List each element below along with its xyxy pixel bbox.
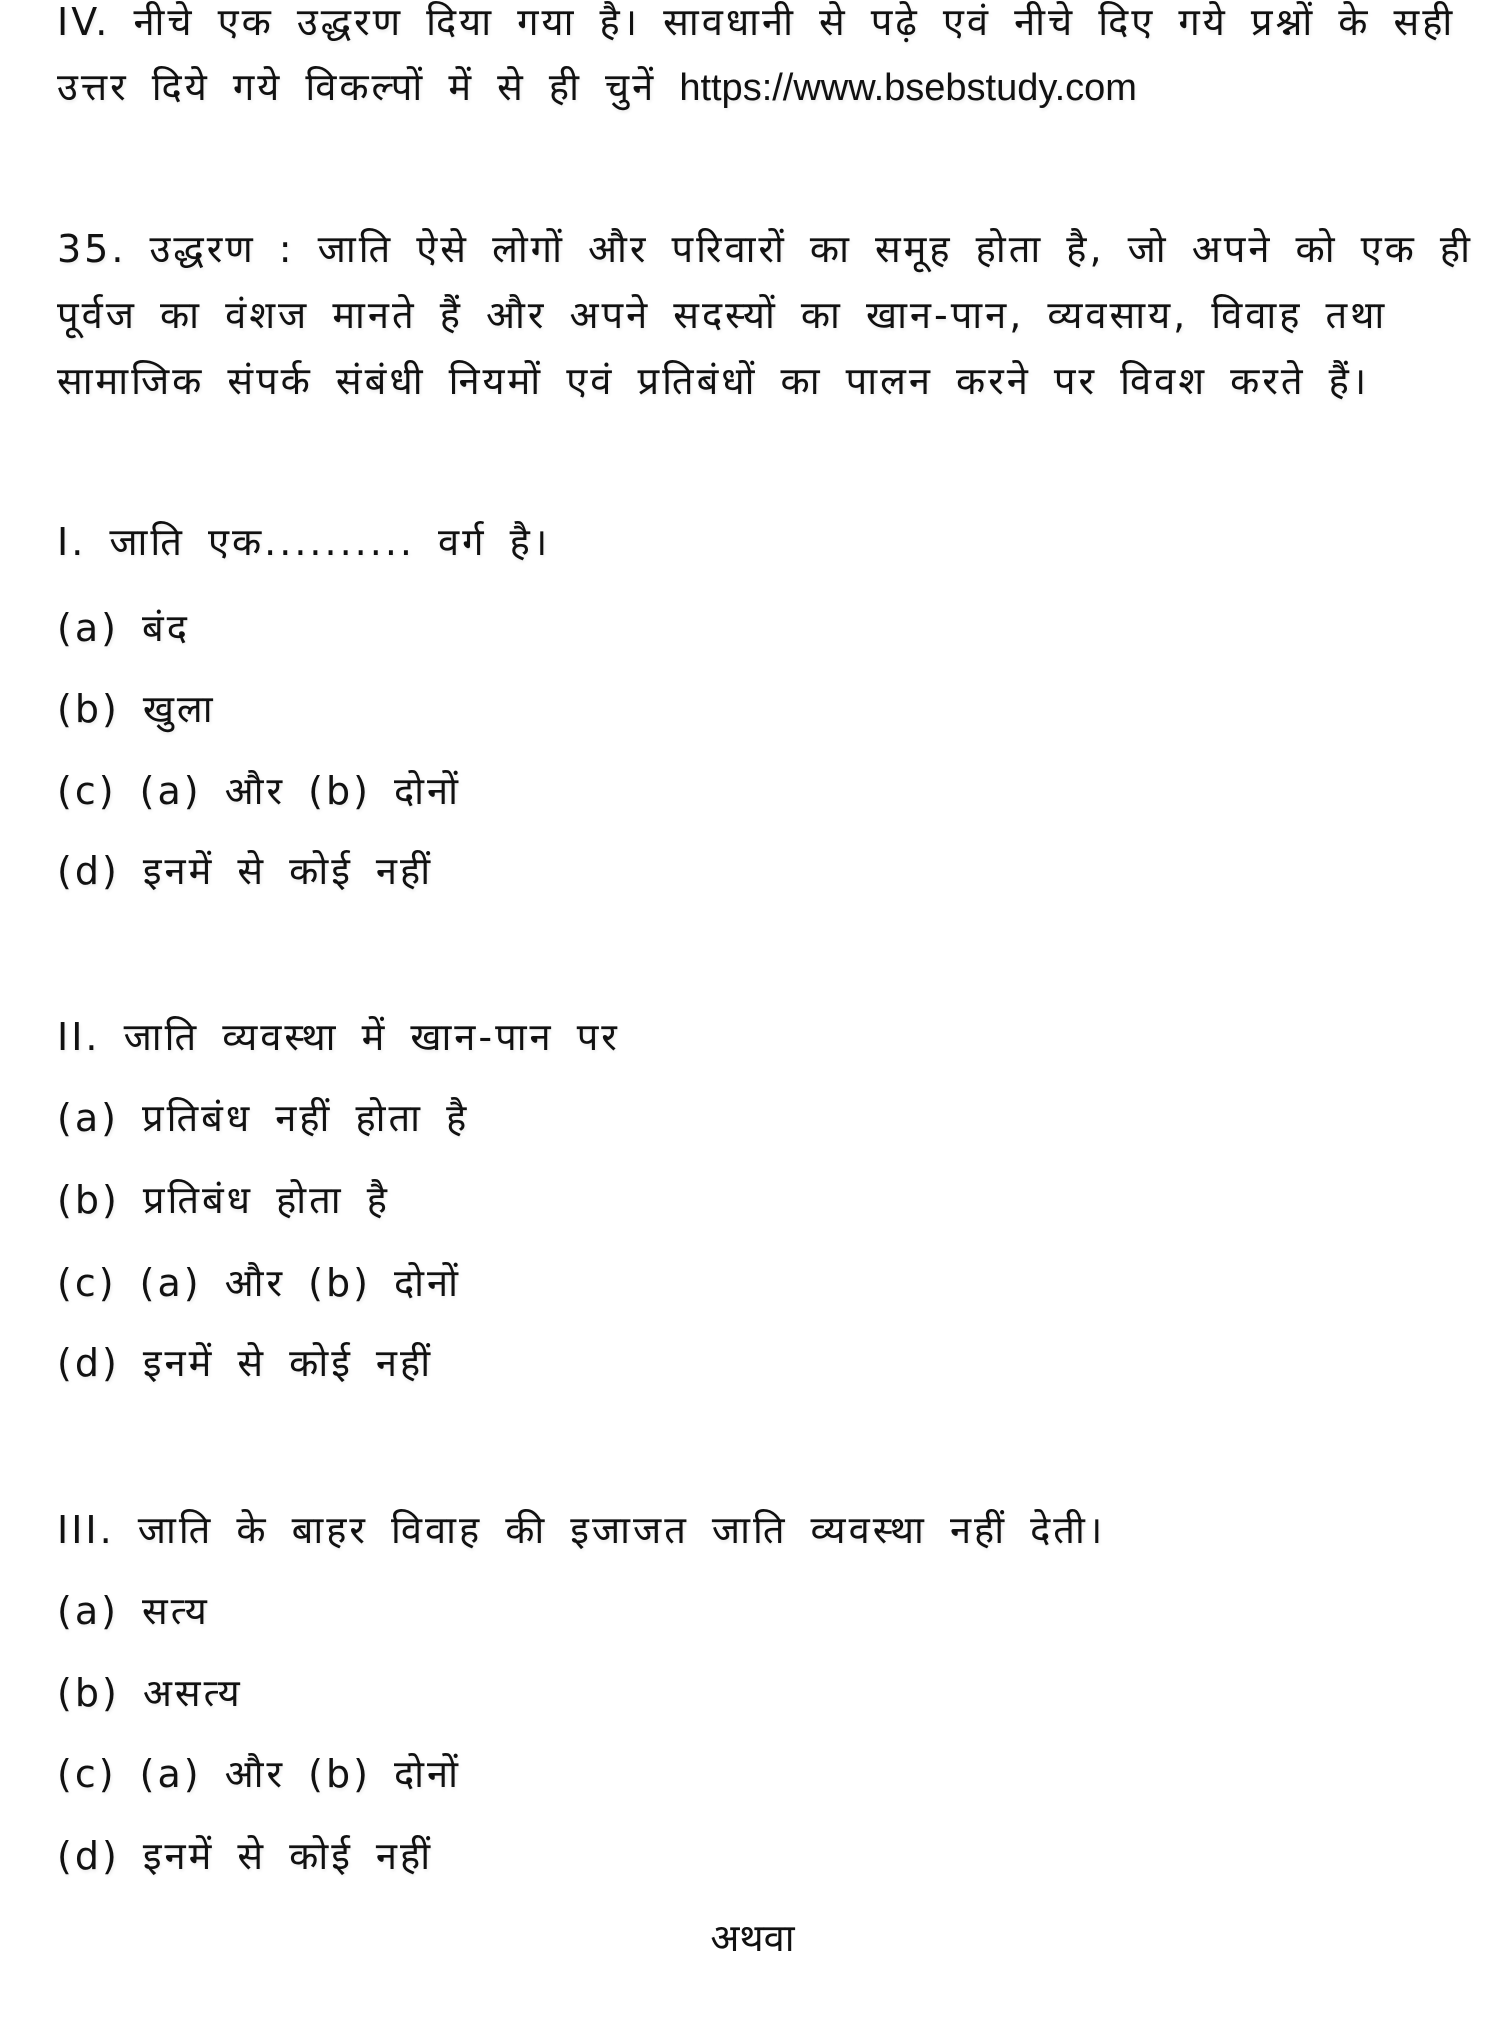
option-c[interactable]: (c) (a) और (b) दोनों: [57, 769, 461, 813]
option-b[interactable]: (b) असत्य: [57, 1671, 243, 1715]
passage-line-2: पूर्वज का वंशज मानते हैं और अपने सदस्यों का खान-पान, व्यवसाय, विवाह तथा: [57, 293, 1388, 337]
option-d[interactable]: (d) इनमें से कोई नहीं: [57, 1834, 434, 1878]
option-d[interactable]: (d) इनमें से कोई नहीं: [57, 1341, 434, 1385]
option-a[interactable]: (a) प्रतिबंध नहीं होता है: [57, 1096, 470, 1140]
passage-line-1: 35. उद्धरण : जाति ऐसे लोगों और परिवारों का समूह होता है, जो अपने को एक ही: [57, 227, 1473, 271]
option-c[interactable]: (c) (a) और (b) दोनों: [57, 1752, 461, 1796]
option-b[interactable]: (b) खुला: [57, 687, 216, 731]
passage-line-3: सामाजिक संपर्क संबंधी नियमों एवं प्रतिबंधों का पालन करने पर विवश करते हैं।: [57, 359, 1370, 403]
option-a[interactable]: (a) बंद: [57, 606, 190, 650]
instruction-line-1: IV. नीचे एक उद्धरण दिया गया है। सावधानी से पढ़े एवं नीचे दिए गये प्रश्नों के सही: [57, 0, 1456, 44]
instruction-line-2: [57, 62, 1137, 113]
instruction-text: उत्तर दिये गये विकल्पों में से ही चुनें: [57, 65, 657, 109]
source-url-link[interactable]: https://www.bsebstudy.com: [679, 67, 1137, 109]
question-text: I. जाति एक.......... वर्ग है।: [57, 520, 551, 564]
option-b[interactable]: (b) प्रतिबंध होता है: [57, 1178, 390, 1222]
question-text: III. जाति के बाहर विवाह की इजाजत जाति व्यवस्था नहीं देती।: [57, 1508, 1106, 1552]
question-text: II. जाति व्यवस्था में खान-पान पर: [57, 1015, 620, 1059]
option-d[interactable]: (d) इनमें से कोई नहीं: [57, 849, 434, 893]
or-separator: अथवा: [710, 1916, 795, 1960]
option-a[interactable]: (a) सत्य: [57, 1589, 210, 1633]
option-c[interactable]: (c) (a) और (b) दोनों: [57, 1261, 461, 1305]
